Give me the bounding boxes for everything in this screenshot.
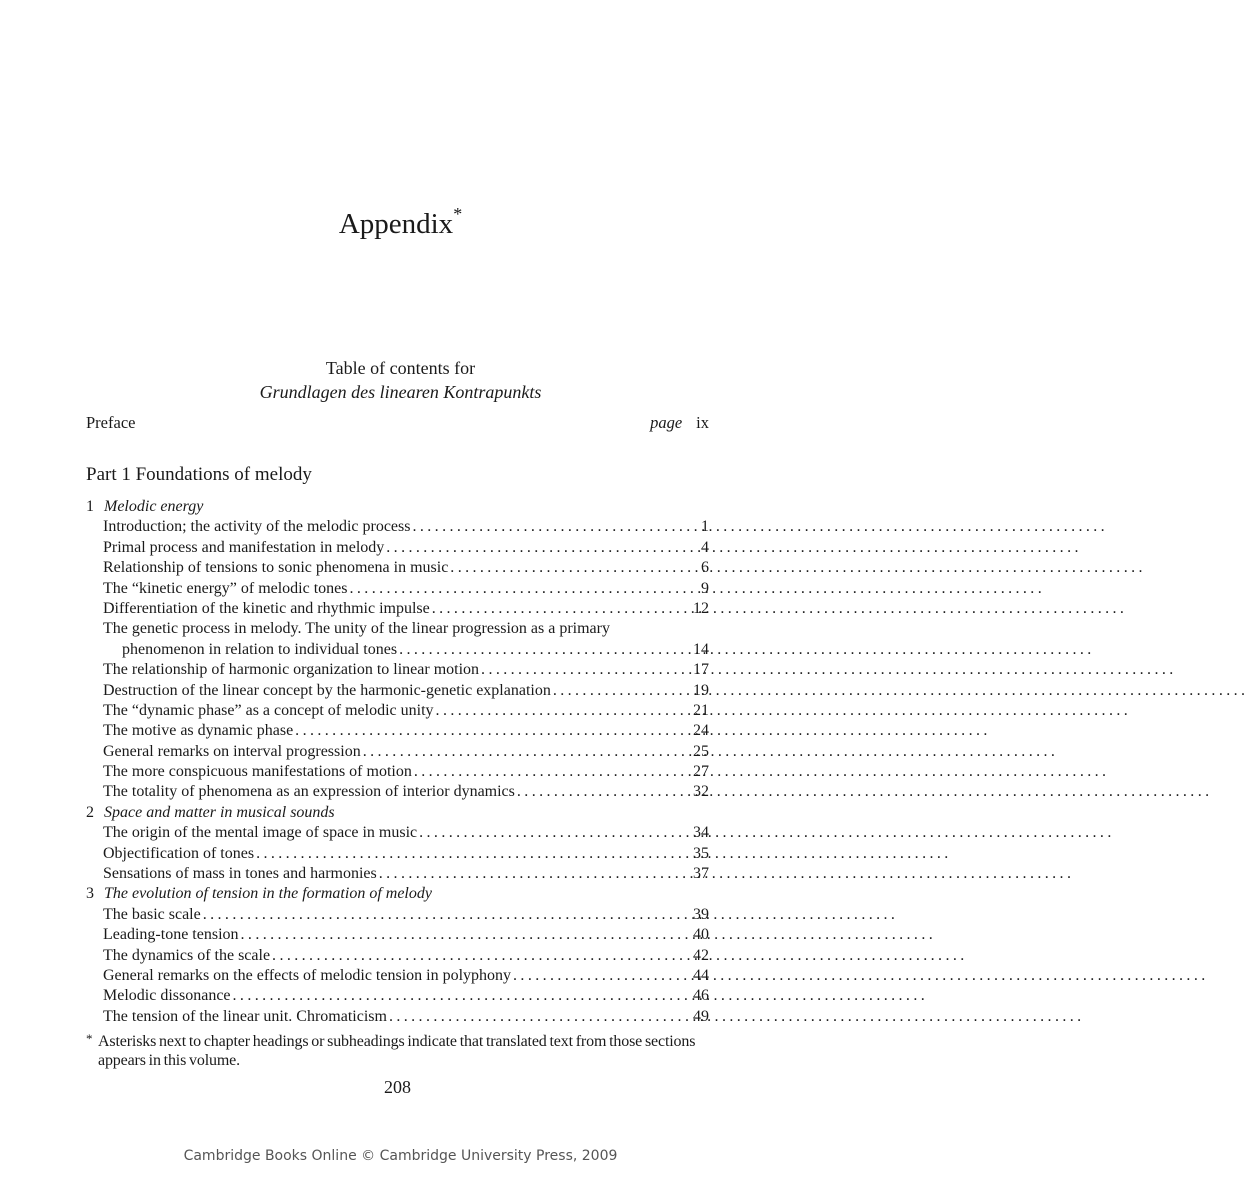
dot-leader [432, 599, 691, 619]
toc-entry [86, 660, 709, 680]
entry-page: 35 [693, 844, 709, 862]
entry-page: 37 [693, 865, 709, 883]
dot-leader [553, 681, 691, 701]
entry-title: The relationship of harmonic organization to linear motion [103, 661, 480, 679]
toc-entry [86, 925, 709, 945]
entry-title: General remarks on the effects of melodic tension in polyphony [103, 966, 512, 984]
entry-page: 49 [693, 1007, 709, 1025]
toc-entry [86, 782, 709, 802]
toc-entry [86, 681, 709, 701]
entry-title: The basic scale [103, 905, 201, 923]
footnote [86, 1032, 709, 1070]
dot-leader [419, 823, 691, 843]
dot-leader [295, 721, 691, 741]
dot-leader [256, 844, 691, 864]
entry-page: 4 [701, 538, 709, 556]
title-asterisk: * [453, 204, 463, 224]
entry-page: 40 [693, 926, 709, 944]
entry-page: 17 [693, 661, 709, 679]
dot-leader [241, 925, 691, 945]
dot-leader [363, 742, 691, 762]
toc-entry [86, 844, 709, 864]
entry-title: The more conspicuous manifestations of motion [103, 763, 412, 781]
entry-title: General remarks on interval progression [103, 742, 361, 760]
dot-leader [517, 782, 691, 802]
toc-entry [86, 1007, 709, 1027]
entry-title: Leading-tone tension [103, 926, 239, 944]
footnote-text: Asterisks next to chapter headings or subheadings indicate that translated text from those sections appears in this volume. [98, 1033, 696, 1069]
dot-leader [379, 864, 691, 884]
toc-entry [86, 517, 709, 537]
entry-page: 46 [693, 987, 709, 1005]
toc-entry [86, 762, 709, 782]
dot-leader [412, 517, 699, 537]
page-title [0, 204, 801, 241]
dot-leader [399, 640, 691, 660]
book-title: Grundlagen des linearen Kontrapunkts [259, 382, 542, 402]
toc-heading: Table of contents for [325, 358, 476, 378]
dot-leader [386, 538, 699, 558]
title-text: Appendix [338, 208, 454, 240]
entry-page: 32 [693, 783, 709, 801]
entry-page: 14 [693, 640, 709, 658]
toc-chapter-heading [86, 803, 709, 823]
chapter-title: The evolution of tension in the formation of melody [104, 885, 432, 903]
page-bottom [86, 1032, 709, 1098]
entry-page: 24 [693, 722, 709, 740]
preface-page: ix [696, 413, 709, 432]
chapter-title: Melodic energy [104, 498, 204, 515]
dot-leader [481, 660, 691, 680]
entry-title: phenomenon in relation to individual tones [122, 640, 398, 658]
entry-title: Primal process and manifestation in melody [103, 538, 385, 556]
dot-leader [350, 579, 700, 599]
toc-entry [86, 823, 709, 843]
entry-title: The “dynamic phase” as a concept of melodic unity [103, 701, 434, 719]
entry-title: Differentiation of the kinetic and rhythmic impulse [103, 599, 430, 617]
toc-entry [86, 966, 709, 986]
entry-title: The “kinetic energy” of melodic tones [103, 579, 348, 597]
dot-leader [414, 762, 691, 782]
entry-page: 19 [693, 681, 709, 699]
entry-page: 42 [693, 946, 709, 964]
dot-leader [203, 905, 691, 925]
dot-leader [389, 1007, 691, 1027]
preface-label: Preface [86, 413, 136, 432]
entry-page: 44 [693, 966, 709, 984]
entry-title: The tension of the linear unit. Chromaticism [103, 1007, 387, 1025]
preface-entry [86, 413, 709, 433]
entry-page: 34 [693, 824, 709, 842]
footnote-mark: * [86, 1031, 93, 1046]
entry-title: Relationship of tensions to sonic phenomena in music [103, 559, 449, 577]
entry-title: Destruction of the linear concept by the harmonic-genetic explanation [103, 681, 551, 699]
chapter-title: Space and matter in musical sounds [104, 803, 335, 821]
toc-list [86, 497, 709, 1027]
dot-leader [513, 966, 691, 986]
entry-page: 6 [701, 559, 709, 577]
dot-leader [272, 946, 691, 966]
entry-title: The dynamics of the scale [103, 946, 271, 964]
entry-title: Melodic dissonance [103, 987, 231, 1005]
entry-page: 1 [701, 518, 709, 536]
entry-page: 25 [693, 742, 709, 760]
toc-entry [86, 701, 709, 721]
dot-leader [233, 986, 691, 1006]
toc-entry-continuation [86, 640, 709, 660]
toc-entry [86, 721, 709, 741]
toc-chapter-heading [86, 884, 709, 904]
part-heading: Part 1 Foundations of melody [86, 464, 312, 485]
toc-entry [86, 742, 709, 762]
entry-page: 39 [693, 905, 709, 923]
entry-title: The motive as dynamic phase [103, 722, 294, 740]
entry-title: Introduction; the activity of the melodic process [103, 518, 411, 536]
entry-title: Objectification of tones [103, 844, 255, 862]
toc-entry [86, 619, 709, 639]
page-number: 208 [384, 1077, 411, 1097]
toc-entry [86, 538, 709, 558]
entry-page: 9 [701, 579, 709, 597]
entry-title: The origin of the mental image of space in music [103, 824, 418, 842]
entry-page: 27 [693, 763, 709, 781]
publisher-footer: Cambridge Books Online © Cambridge University Press, 2009 [183, 1148, 618, 1164]
entry-title: The genetic process in melody. The unity of the linear progression as a primary [103, 620, 610, 638]
chapter-number: 1 [86, 498, 94, 515]
toc-entry [86, 946, 709, 966]
toc-entry [86, 579, 709, 599]
chapter-number: 3 [86, 885, 94, 903]
entry-page: 12 [693, 599, 709, 617]
toc-entry [86, 905, 709, 925]
entry-title: Sensations of mass in tones and harmonies [103, 865, 377, 883]
page-word: page [650, 413, 683, 432]
entry-title: The totality of phenomena as an expression of interior dynamics [103, 783, 515, 801]
dot-leader [436, 701, 691, 721]
toc-chapter-heading [86, 497, 709, 517]
toc-entry [86, 864, 709, 884]
toc-entry [86, 599, 709, 619]
toc-entry [86, 986, 709, 1006]
entry-page: 21 [693, 701, 709, 719]
chapter-number: 2 [86, 803, 94, 821]
dot-leader [450, 558, 699, 578]
toc-entry [86, 558, 709, 578]
